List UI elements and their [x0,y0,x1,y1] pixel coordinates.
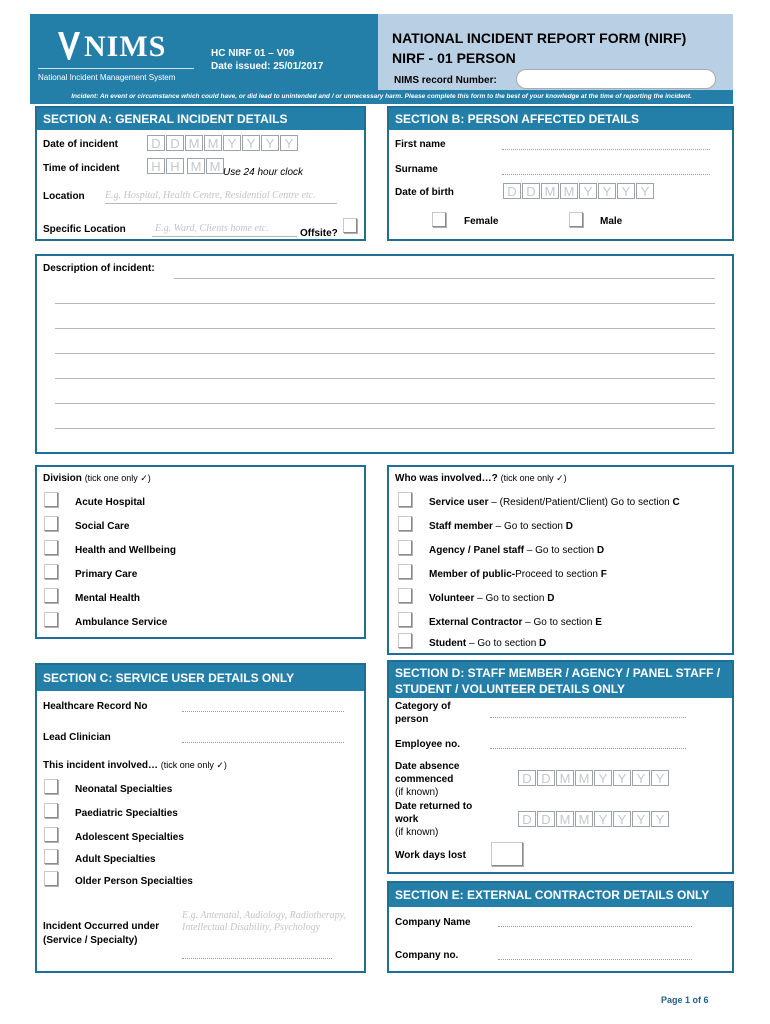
time-note: Use 24 hour clock [223,167,304,178]
division-checkbox[interactable] [44,588,58,603]
who-item-staff-member: Staff member – Go to section D [429,521,573,532]
male-checkbox[interactable] [569,212,583,227]
employee-no-label: Employee no. [395,739,461,750]
specialty-item: Paediatric Specialties [75,808,178,819]
employee-no-input[interactable] [490,748,686,749]
nims-logo-icon [56,30,82,64]
form-subtitle: NIRF - 01 PERSON [392,50,516,66]
absence-label-3: (if known) [395,787,439,798]
first-name-input[interactable] [502,149,710,150]
female-label: Female [464,216,499,227]
specialty-item: Older Person Specialties [75,876,193,887]
page-number: Page 1 of 6 [661,995,709,1005]
first-name-label: First name [395,139,446,150]
company-no-input[interactable] [498,959,692,960]
specialty-item: Adult Specialties [75,854,156,865]
returned-date-boxes[interactable]: D D M M Y Y Y Y [518,811,670,827]
absence-label: Date absence [395,761,460,772]
who-checkbox[interactable] [398,492,412,507]
section-b-title: SECTION B: PERSON AFFECTED DETAILS [389,108,732,130]
offsite-checkbox[interactable] [343,218,357,233]
company-name-label: Company Name [395,917,471,928]
location-label: Location [43,191,85,202]
who-checkbox[interactable] [398,564,412,579]
surname-input[interactable] [502,174,710,175]
incident-involved-label: This incident involved… (tick one only ✓) [43,760,227,771]
specific-location-label: Specific Location [43,224,126,235]
absence-label-2: commenced [395,774,454,785]
occurred-under-input[interactable]: E.g. Antenatal, Audiology, Radiotherapy, Intellectual Disability, Psychology [182,910,347,933]
incident-definition: Incident: An event or circumstance which could have, or did lead to unintended and / or unnecessary harm. Please complete this form to the best of your knowledge at the time of reporting the incident. [71,93,692,100]
who-checkbox[interactable] [398,633,412,648]
nims-record-label: NIMS record Number: [394,75,497,86]
healthcare-record-input[interactable] [182,711,344,712]
location-line [105,203,337,204]
returned-label-2: work [395,814,419,825]
logo-rule [38,68,194,69]
surname-label: Surname [395,164,438,175]
date-of-incident-boxes[interactable]: D D M M Y Y Y Y [147,135,299,151]
who-item-public: Member of public-Proceed to section F [429,569,607,580]
who-item-student: Student – Go to section D [429,638,547,649]
division-checkbox[interactable] [44,612,58,627]
form-code: HC NIRF 01 – V09 [211,48,295,59]
healthcare-record-label: Healthcare Record No [43,701,148,712]
returned-label-3: (if known) [395,827,439,838]
division-checkbox[interactable] [44,516,58,531]
location-input[interactable]: E.g. Hospital, Health Centre, Residential Centre etc. [105,190,316,201]
time-of-incident-boxes[interactable]: H H M M [147,158,225,174]
absence-date-boxes[interactable]: D D M M Y Y Y Y [518,770,670,786]
who-item-agency: Agency / Panel staff – Go to section D [429,545,605,556]
specific-location-line [152,236,297,237]
description-line[interactable] [55,328,715,329]
specialty-checkbox[interactable] [44,849,58,864]
section-e-title: SECTION E: EXTERNAL CONTRACTOR DETAILS ONLY [389,883,732,907]
form-title: NATIONAL INCIDENT REPORT FORM (NIRF) [392,30,687,46]
division-item: Acute Hospital [75,497,146,508]
section-c-title: SECTION C: SERVICE USER DETAILS ONLY [37,665,364,691]
date-of-incident-label: Date of incident [43,139,119,150]
specialty-checkbox[interactable] [44,779,58,794]
specialty-checkbox[interactable] [44,827,58,842]
who-checkbox[interactable] [398,612,412,627]
nims-record-input[interactable] [516,69,716,89]
description-line[interactable] [55,428,715,429]
division-checkbox[interactable] [44,564,58,579]
division-label: Division (tick one only ✓) [43,473,151,484]
who-item-volunteer: Volunteer – Go to section D [429,593,555,604]
logo-sub: National Incident Management System [38,73,176,82]
who-checkbox[interactable] [398,516,412,531]
specific-location-input[interactable]: E.g. Ward, Clients home etc. [155,223,269,234]
description-line[interactable] [55,303,715,304]
who-item-contractor: External Contractor – Go to section E [429,617,602,628]
category-label: Category of [395,701,451,712]
company-name-input[interactable] [498,926,692,927]
specialty-checkbox[interactable] [44,871,58,886]
section-d-title: SECTION D: STAFF MEMBER / AGENCY / PANEL STAFF / STUDENT / VOLUNTEER DETAILS ONLY [389,662,732,698]
date-of-birth-boxes[interactable]: D D M M Y Y Y Y [503,183,655,199]
lead-clinician-input[interactable] [182,742,344,743]
category-input[interactable] [490,717,686,718]
division-checkbox[interactable] [44,540,58,555]
occurred-under-sub: (Service / Specialty) [43,935,138,946]
who-item-service-user: Service user – (Resident/Patient/Client) Go to section C [429,497,680,508]
occurred-under-line [182,958,332,959]
who-involved-label: Who was involved…? (tick one only ✓) [395,473,567,484]
description-line[interactable] [55,353,715,354]
who-checkbox[interactable] [398,588,412,603]
description-box [35,254,734,454]
date-issued: Date issued: 25/01/2017 [211,61,324,72]
description-line[interactable] [174,278,715,279]
date-of-birth-label: Date of birth [395,187,454,198]
offsite-label: Offsite? [300,228,338,239]
description-label: Description of incident: [43,263,155,274]
category-label-2: person [395,714,429,725]
returned-label: Date returned to [395,801,473,812]
lead-clinician-label: Lead Clinician [43,732,111,743]
division-checkbox[interactable] [44,492,58,507]
specialty-item: Neonatal Specialties [75,784,173,795]
work-days-lost-input[interactable] [491,842,523,866]
company-no-label: Company no. [395,950,459,961]
division-item: Primary Care [75,569,138,580]
female-checkbox[interactable] [432,212,446,227]
description-line[interactable] [55,403,715,404]
division-item: Mental Health [75,593,141,604]
specialty-item: Adolescent Specialties [75,832,184,843]
section-a-title: SECTION A: GENERAL INCIDENT DETAILS [37,108,364,130]
male-label: Male [600,216,623,227]
who-checkbox[interactable] [398,540,412,555]
division-item: Social Care [75,521,130,532]
work-days-lost-label: Work days lost [395,850,466,861]
occurred-under-label: Incident Occurred under [43,921,160,932]
description-line[interactable] [55,378,715,379]
division-item: Ambulance Service [75,617,168,628]
specialty-checkbox[interactable] [44,803,58,818]
division-item: Health and Wellbeing [75,545,176,556]
time-of-incident-label: Time of incident [43,163,120,174]
logo-text: NIMS [84,30,167,63]
